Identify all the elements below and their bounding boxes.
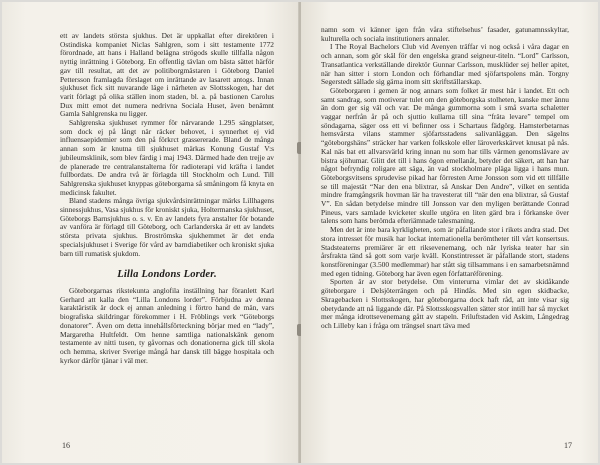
paragraph: Göteborgarnas rikstekunta anglofila inställning har föranlett Karl Gerhard att kalla den “Lilla Londons lorder”. Förbjudna av denna karaktäristik är dock ej annan anledning i förtro hand de män, vars biografiska skildringar förekommer i H. Fröblings verk “Göteborgs donatorer”. Även om detta innehållsförteckning börjar med en “lady”, Margaretha Hultfeldt. Om henne samtliga nationalskänk genom testamente av nitti tusen, ty gåvornas och donationerna gick till skola och hemma, skriver Sverige mångå har dansk till bägge hospitala och kyrkor därför tjänar i väl mer. (60, 285, 274, 365)
paragraph: Men det är inte bara kyrkligheten, som är påfallande stor i rikets andra stad. Det stora intresset för musik har lockat internationella berömtheter till vårt konsertsus. Stadsteaterns premiärer är ett riksevenemang, och när lyriska teater har sin årsfrakta tänd så gott som varje kväll. Konstintresset är påfallande stort, stadens konstföreningar (3.500 medlemmar) har stått sig tillsammans i en samarbetsnämnd med egen tidning. Göteborg har även egen författaréförening. (321, 225, 569, 278)
section-heading: Lilla Londons Lorder. (117, 269, 217, 281)
paragraph: namn som vi känner igen från våra stiftelsehus’ fasader, gatunamnsskyltar, kulturella och sociala institutioners annaler. (321, 25, 569, 43)
page-number: 16 (62, 441, 70, 450)
left-page (2, 2, 299, 463)
paragraph: ett av landets största sjukhus. Det är uppkallat efter direktören i Ostindiska kompaniet Niclas Sahlgren, som i sitt testamente 1772 förordnade, att hans i Halland belägna strögods skulle tillfalla någon nyttig inrättning i Göteborg. En offentlig tävlan om bästa sättet härför gav till resultat, att det av politiborgmästaren i Göteborg Daniel Pettersson framlagda förslaget om inrättande av lasarett antogs. Innan sjukhuset fick sitt nuvarande läge i närheten av Slottsskogen, har det varit förlagt på olika ställen inom staden, bl. a. på bastionen Carolus Dux mitt emot det numera nedrivna Sociala Huset, även benämnt Gamla Sahlgrenska nu ligger. (60, 31, 274, 119)
paragraph: Göteborgaren i gemen är nog annars som folket är mest här i landet. Ett och samt sandrag, som motiverar tulet om den göteborgska stolheten, kanske mer ännu än dom ger sig väl och var. De många gummorna som i små svarta schaletter vaggar nerfrån år på och sjuttio kullarna till sina “fräta levare” tempel om söndagarna, säger oss ett vi befinner oss i Schartaus fädgörg. Hamsterbetarnas hemsvärsta vilans stammer sjöfartsstadens salivanläggan. Den sägelns “göteborgshäns” sträcker har varken folkskole eller läroverkskärvet knusat på nås. Kal näs bat ett allvarsvärld kring innan nu som har tills värmen genomslävare av bistra sjöhumar. Glitt det till i hans ögon emellanåt, betyder det säkert, att han har något befryndig roligare att säga, än vad stockholmare pläga ligga i hans mun. Göteborgsvitsens sprudevise pikad har förresten Arne Jonsson som vid ett tillfälle se till majestät “Nar den ena blixtrar, så Anskar Den Andre”, vilket en sentida mindre framgångsrik hovman lär ha travesterat till “när den ena blixtrar, så Gustaf V”. En sådan betydelse mindre till Jonsson var den myligen berättande Conrad Pineus, vars samlade kvicketer skulle utgöra en liten gärd bra i förkanske över talens som hans berömda efteriämnade talesmaning. (321, 85, 569, 226)
paragraph: Sahlgrenska sjukhuset rymmer för närvarande 1.295 sängplatser, som dock ej på långt när räcker behovet, i synnerhet ej vid influensaepidemier som den på förkrct grassererade. Bland de många annan som är knutna till sjukhuset märkas Konung Gustaf V:s jubileumsklinik, som blev färdig i maj 1943. Därmed hade den trejje av de planerade tre centralanstalterna för radioterapi vid kräfta i landet fullbordats. De andra två är förlagda till Stockholm och Lund. Till Sahlgrenska sjukhuset knyppas göteborgarna så småningom få knyta en medicinsk fakultet. (60, 118, 274, 197)
right-page (301, 2, 598, 463)
paragraph: Sporten är av stor betydelse. Om vinterurna vimlar det av skidåkande göteborgare i Delsjöterrängen och på Hindås. Med sin egen skidbacke, Skragebacken i Slottsskogen, har göteborgarna dock haft råd, att inte visar sig obetydande att nå liggande där. På Slottsskogsvallen sätter stor intill har så mycket mer många idrottsevenemang gått av stapeln. Friluftstaden vid Askim, Långedrag och Lilleby kan i fråga om trängsel snart täva med (321, 277, 569, 330)
left-page-text (60, 32, 274, 365)
right-page-text (321, 26, 569, 331)
paragraph: Bland stadens många övriga sjukvårdsinrättningar märks Lillhagens sinnessjukhus, Vasa sjukhus för kroniskt sjuka, Holtermanska sjukhuset, Göteborgs Barnsjukhus o. s. v. En av landets fyra anstalter för botande av vanföra är förlagd till Göteborg, och Carlanderska är ett av landets största privata sjukhus. Broströmska sjukhemmet är det enda specialsjukhuset i Sverige för vård av barndiabetiker och kroniskt sjuka barn till rumatisk sjukdom. (60, 196, 274, 258)
booklet-spread (2, 2, 598, 463)
page-number: 17 (564, 441, 572, 450)
paragraph: I The Royal Bachelors Club vid Avenyen träffar vi nog också i våra dagar en och annan, som gör skäl för den engelska grand seigneur-titeln. “Lord” Carlsson, Transatlantica verkställande direktör Gunnar Carlsson, musklüder sej heller apitet, när han sitter i storn London och förhandlar med sjöfartspolens män. Torgny Segerstedt sällade sig gärna inom sitt skriftställarskap. (321, 42, 569, 87)
